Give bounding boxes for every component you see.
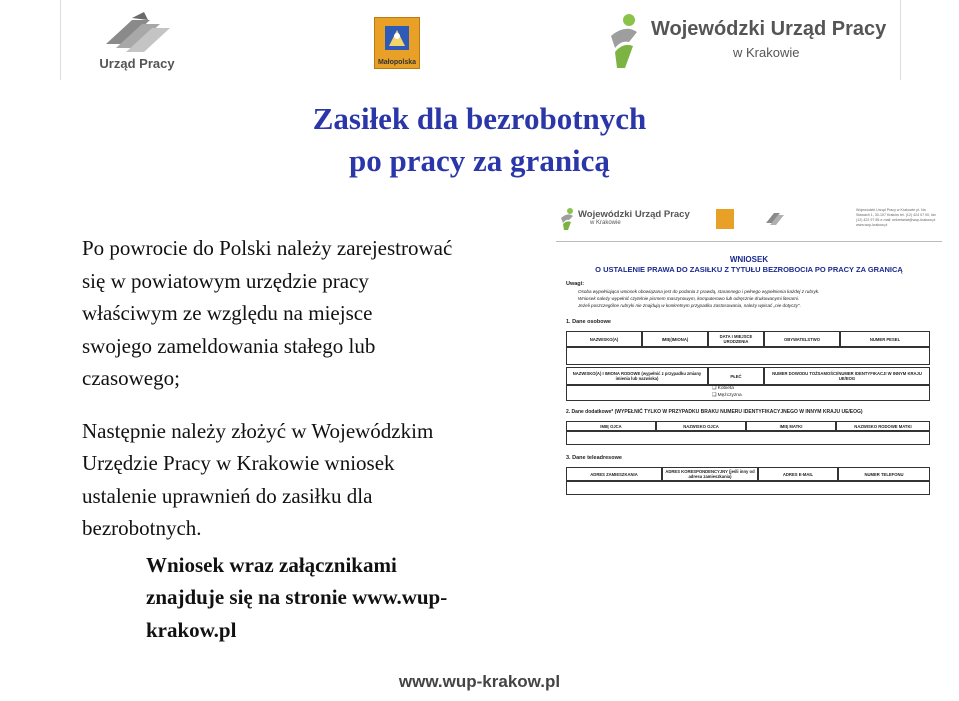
malopolska-logo-text: Małopolska xyxy=(377,59,417,66)
urzad-pracy-logo xyxy=(92,10,182,72)
form-input-row xyxy=(566,431,930,445)
slide-title xyxy=(0,98,959,182)
header-divider xyxy=(60,0,61,80)
text-line: właściwym ze względu na miejsce xyxy=(82,301,373,325)
form-cell: NAZWISKO(A) I IMIONA RODOWE (wypełnić z przypadku zmiany imienia lub nazwiska) xyxy=(566,367,708,385)
form-input-row xyxy=(566,347,930,365)
malopolska-logo xyxy=(374,17,420,69)
wup-figure-icon xyxy=(603,12,649,70)
form-cell: OBYWATELSTWO xyxy=(764,331,840,347)
form-input-row xyxy=(566,385,930,401)
text-line: czasowego; xyxy=(82,366,180,390)
form-header-subtitle: w Krakowie xyxy=(590,220,621,226)
urzad-pracy-logo-icon xyxy=(92,10,182,56)
paragraph-application xyxy=(82,415,537,545)
form-title: WNIOSEK xyxy=(729,255,769,264)
form-cell: IMIĘ MATKI xyxy=(746,421,836,431)
text-line: ustalenie uprawnień do zasiłku dla xyxy=(82,483,373,508)
paragraph-form-link xyxy=(82,549,537,647)
gender-option-female: Kobieta xyxy=(717,386,734,391)
form-cell: NAZWISKO(A) xyxy=(566,331,642,347)
form-cell: NUMER TELEFONU xyxy=(838,467,930,481)
slide-header xyxy=(0,0,959,82)
form-option: ❑ Kobieta xyxy=(712,386,734,391)
form-header-title: Wojewódzki Urząd Pracy xyxy=(578,209,690,220)
text-line: krakow.pl xyxy=(146,617,237,642)
gender-option-male: Mężczyzna xyxy=(717,393,742,398)
wup-logo xyxy=(603,12,923,72)
form-cell: ADRES KORESPONDENCYJNY (jeśli inny od adresu zamieszkania) xyxy=(662,467,758,481)
text-line: Urzędzie Pracy w Krakowie wniosek xyxy=(82,451,395,475)
slide-body xyxy=(82,232,537,666)
form-subtitle: O USTALENIE PRAWA DO ZASIŁKU Z TYTUŁU BEZROBOCIA PO PRACY ZA GRANICĄ xyxy=(595,265,903,274)
text-line: Wniosek wraz załącznikami xyxy=(146,552,397,577)
text-line: znajduje się na stronie www.wup- xyxy=(146,585,448,609)
paragraph-registration xyxy=(82,232,537,395)
malopolska-emblem-icon xyxy=(375,18,419,56)
form-cell: NAZWISKO RODOWE MATKI xyxy=(836,421,930,431)
text-line: się w powiatowym urzędzie pracy xyxy=(82,268,369,293)
form-section-3: 3. Dane teleadresowe xyxy=(566,455,622,461)
form-section-2: 2. Dane dodatkowe* (WYPEŁNIĆ TYLKO W PRZYPADKU BRAKU NUMERU IDENTYFIKACYJNEGO W INNYM KRAJU UE/EOG) xyxy=(566,409,863,415)
wup-logo-subtitle: w Krakowie xyxy=(733,45,800,60)
form-cell: NUMER DOWODU TOŻSAMOŚCI/NUMER IDENTYFIKACJI W INNYM KRAJU UE/EOG xyxy=(764,367,930,385)
text-line: bezrobotnych. xyxy=(82,516,202,540)
slide-title-line: po pracy za granicą xyxy=(349,143,610,178)
form-cell: IMIĘ(IMIONA) xyxy=(642,331,708,347)
form-cell: PŁEĆ xyxy=(708,367,764,385)
form-section-1: 1. Dane osobowe xyxy=(566,319,611,325)
malopolska-mini-logo xyxy=(716,209,734,229)
form-cell: NUMER PESEL xyxy=(840,331,930,347)
form-option: ❑ Mężczyzna xyxy=(712,393,742,398)
wup-mini-figure-icon xyxy=(558,207,578,231)
form-note: Osoba wypełniająca wniosek obowiązana jest do podania z prawdą, starannego i pełnego wypełnienia każdej z rubryk. xyxy=(578,289,820,294)
form-cell: NAZWISKO OJCA xyxy=(656,421,746,431)
form-cell: IMIĘ OJCA xyxy=(566,421,656,431)
text-line: Po powrocie do Polski należy zarejestrować xyxy=(82,236,453,260)
form-divider xyxy=(556,241,942,242)
form-note: Jeżeli poszczególne rubryki nie znajdują w konkretnym przypadku zastosowania, należy wpisać „nie dotyczy”. xyxy=(578,303,801,308)
slide-title-line: Zasiłek dla bezrobotnych xyxy=(312,101,647,136)
text-line: swojego zameldowania stałego lub xyxy=(82,333,376,358)
form-cell: DATA I MIEJSCE URODZENIA xyxy=(708,331,764,347)
form-address: Wojewódzki Urząd Pracy w Krakowie pl. Na Stawach 1, 30-107 Kraków tel. (12) 424 07 00, fax (12) 422 97 85 e-mail: sekretariat@wup-krakow.pl www.wup-krakow.pl xyxy=(856,208,936,227)
urzad-pracy-mini-logo-icon xyxy=(762,209,790,229)
form-cell: ADRES E-MAIL xyxy=(758,467,838,481)
form-input-row xyxy=(566,481,930,495)
application-form-image xyxy=(556,203,942,495)
wup-logo-title: Wojewódzki Urząd Pracy xyxy=(651,18,887,40)
form-note: Wniosek należy wypełnić czytelnie pismem maszynowym, komputerowo lub odręcznie drukowanymi literami. xyxy=(578,296,800,301)
form-notes-label: Uwagi: xyxy=(566,281,585,287)
form-cell: ADRES ZAMIESZKANIA xyxy=(566,467,662,481)
urzad-pracy-logo-text: Urząd Pracy xyxy=(99,56,175,71)
text-line: Następnie należy złożyć w Wojewódzkim xyxy=(82,418,434,443)
footer-url: www.wup-krakow.pl xyxy=(398,672,561,691)
